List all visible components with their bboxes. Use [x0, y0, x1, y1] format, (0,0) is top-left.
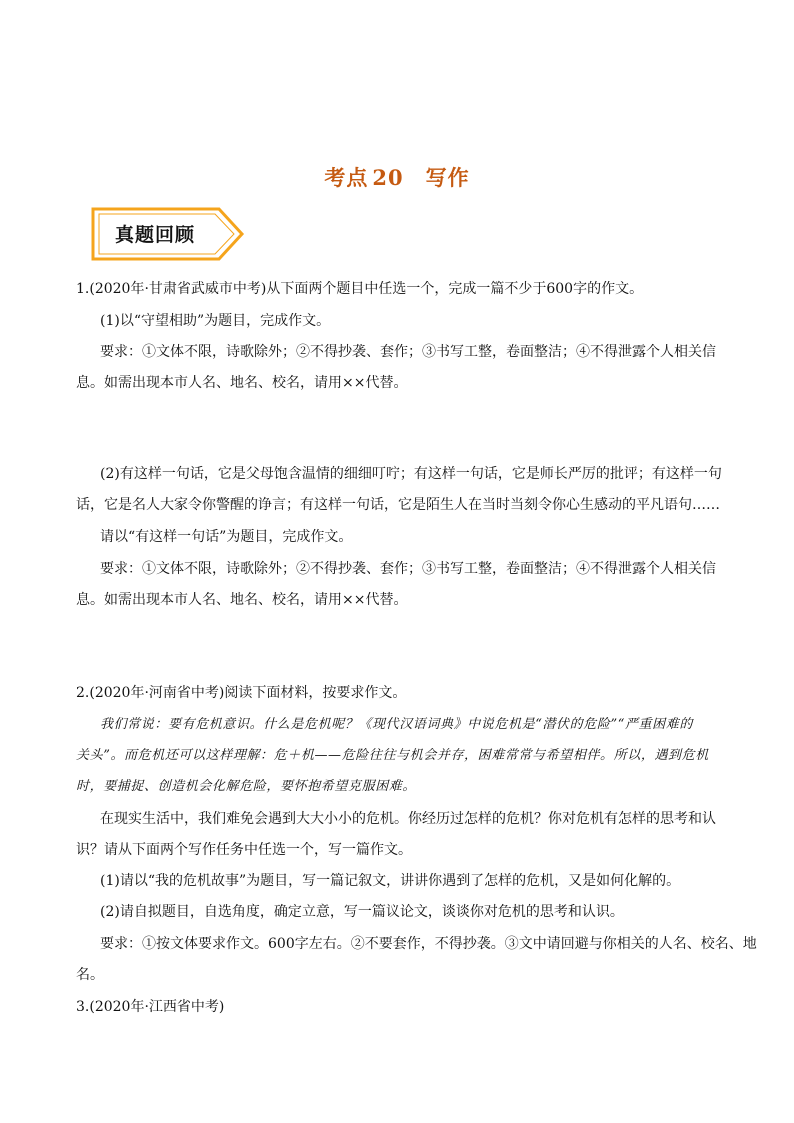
q2-material-a: 我们常说：要有危机意识。什么是危机呢？《现代汉语词典》中说危机是“潜伏的危险”“严重困难的: [100, 717, 693, 732]
q2-requirement-b: 名。: [76, 967, 104, 983]
q1-requirement-2b: 息。如需出现本市人名、地名、校名，请用××代替。: [76, 592, 408, 608]
q1-header: 1.(2020年·甘肃省武威市中考)从下面两个题目中任选一个，完成一篇不少于600字的作文。: [76, 281, 644, 297]
q3-header: 3.(2020年·江西省中考): [76, 999, 225, 1015]
q2-material-b: 关头”。而危机还可以这样理解：危＋机——危险往往与机会并存，困难常常与希望相伴。所以，遇到危机: [76, 748, 709, 763]
title-number: 20: [372, 165, 404, 190]
q2-material-c: 时，要捕捉、创造机会化解危险，要怀抱希望克服困难。: [76, 779, 417, 794]
q1-requirement-1b: 息。如需出现本市人名、地名、校名，请用××代替。: [76, 375, 408, 391]
q1-option-1: (1)以“守望相助”为题目，完成作文。: [100, 313, 331, 329]
q2-task-1: (1)请以“我的危机故事”为题目，写一篇记叙文，讲讲你遇到了怎样的危机，又是如何化解的。: [100, 873, 681, 889]
page-title: [0, 162, 794, 192]
q1-option-2c: 请以“有这样一句话”为题目，完成作文。: [100, 529, 353, 545]
q2-header: 2.(2020年·河南省中考)阅读下面材料，按要求作文。: [76, 685, 407, 701]
q2-task-2: (2)请自拟题目，自选角度，确定立意，写一篇议论文，谈谈你对危机的思考和认识。: [100, 904, 624, 920]
q1-requirement-2a: 要求：①文体不限，诗歌除外；②不得抄袭、套作；③书写工整，卷面整洁；④不得泄露个人相关信: [100, 561, 716, 577]
section-banner: [91, 207, 246, 261]
q2-body-a: 在现实生活中，我们难免会遇到大大小小的危机。你经历过怎样的危机？你对危机有怎样的思考和认: [100, 811, 716, 827]
title-text: 写作: [425, 165, 470, 190]
q1-option-2b: 话，它是名人大家令你警醒的诤言；有这样一句话，它是陌生人在当时当刻令你心生感动的平凡语句……: [76, 497, 720, 513]
q2-body-b: 识？请从下面两个写作任务中任选一个，写一篇作文。: [76, 842, 412, 858]
q1-requirement-1a: 要求：①文体不限，诗歌除外；②不得抄袭、套作；③书写工整，卷面整洁；④不得泄露个人相关信: [100, 344, 716, 360]
q1-option-2a: (2)有这样一句话，它是父母饱含温情的细细叮咛；有这样一句话，它是师长严厉的批评；有这样一句: [100, 466, 722, 482]
q2-requirement-a: 要求：①按文体要求作文。600字左右。②不要套作，不得抄袭。③文中请回避与你相关的人名、校名、地: [100, 936, 757, 952]
banner-label: 真题回顾: [114, 224, 195, 246]
title-prefix: 考点: [324, 165, 369, 190]
